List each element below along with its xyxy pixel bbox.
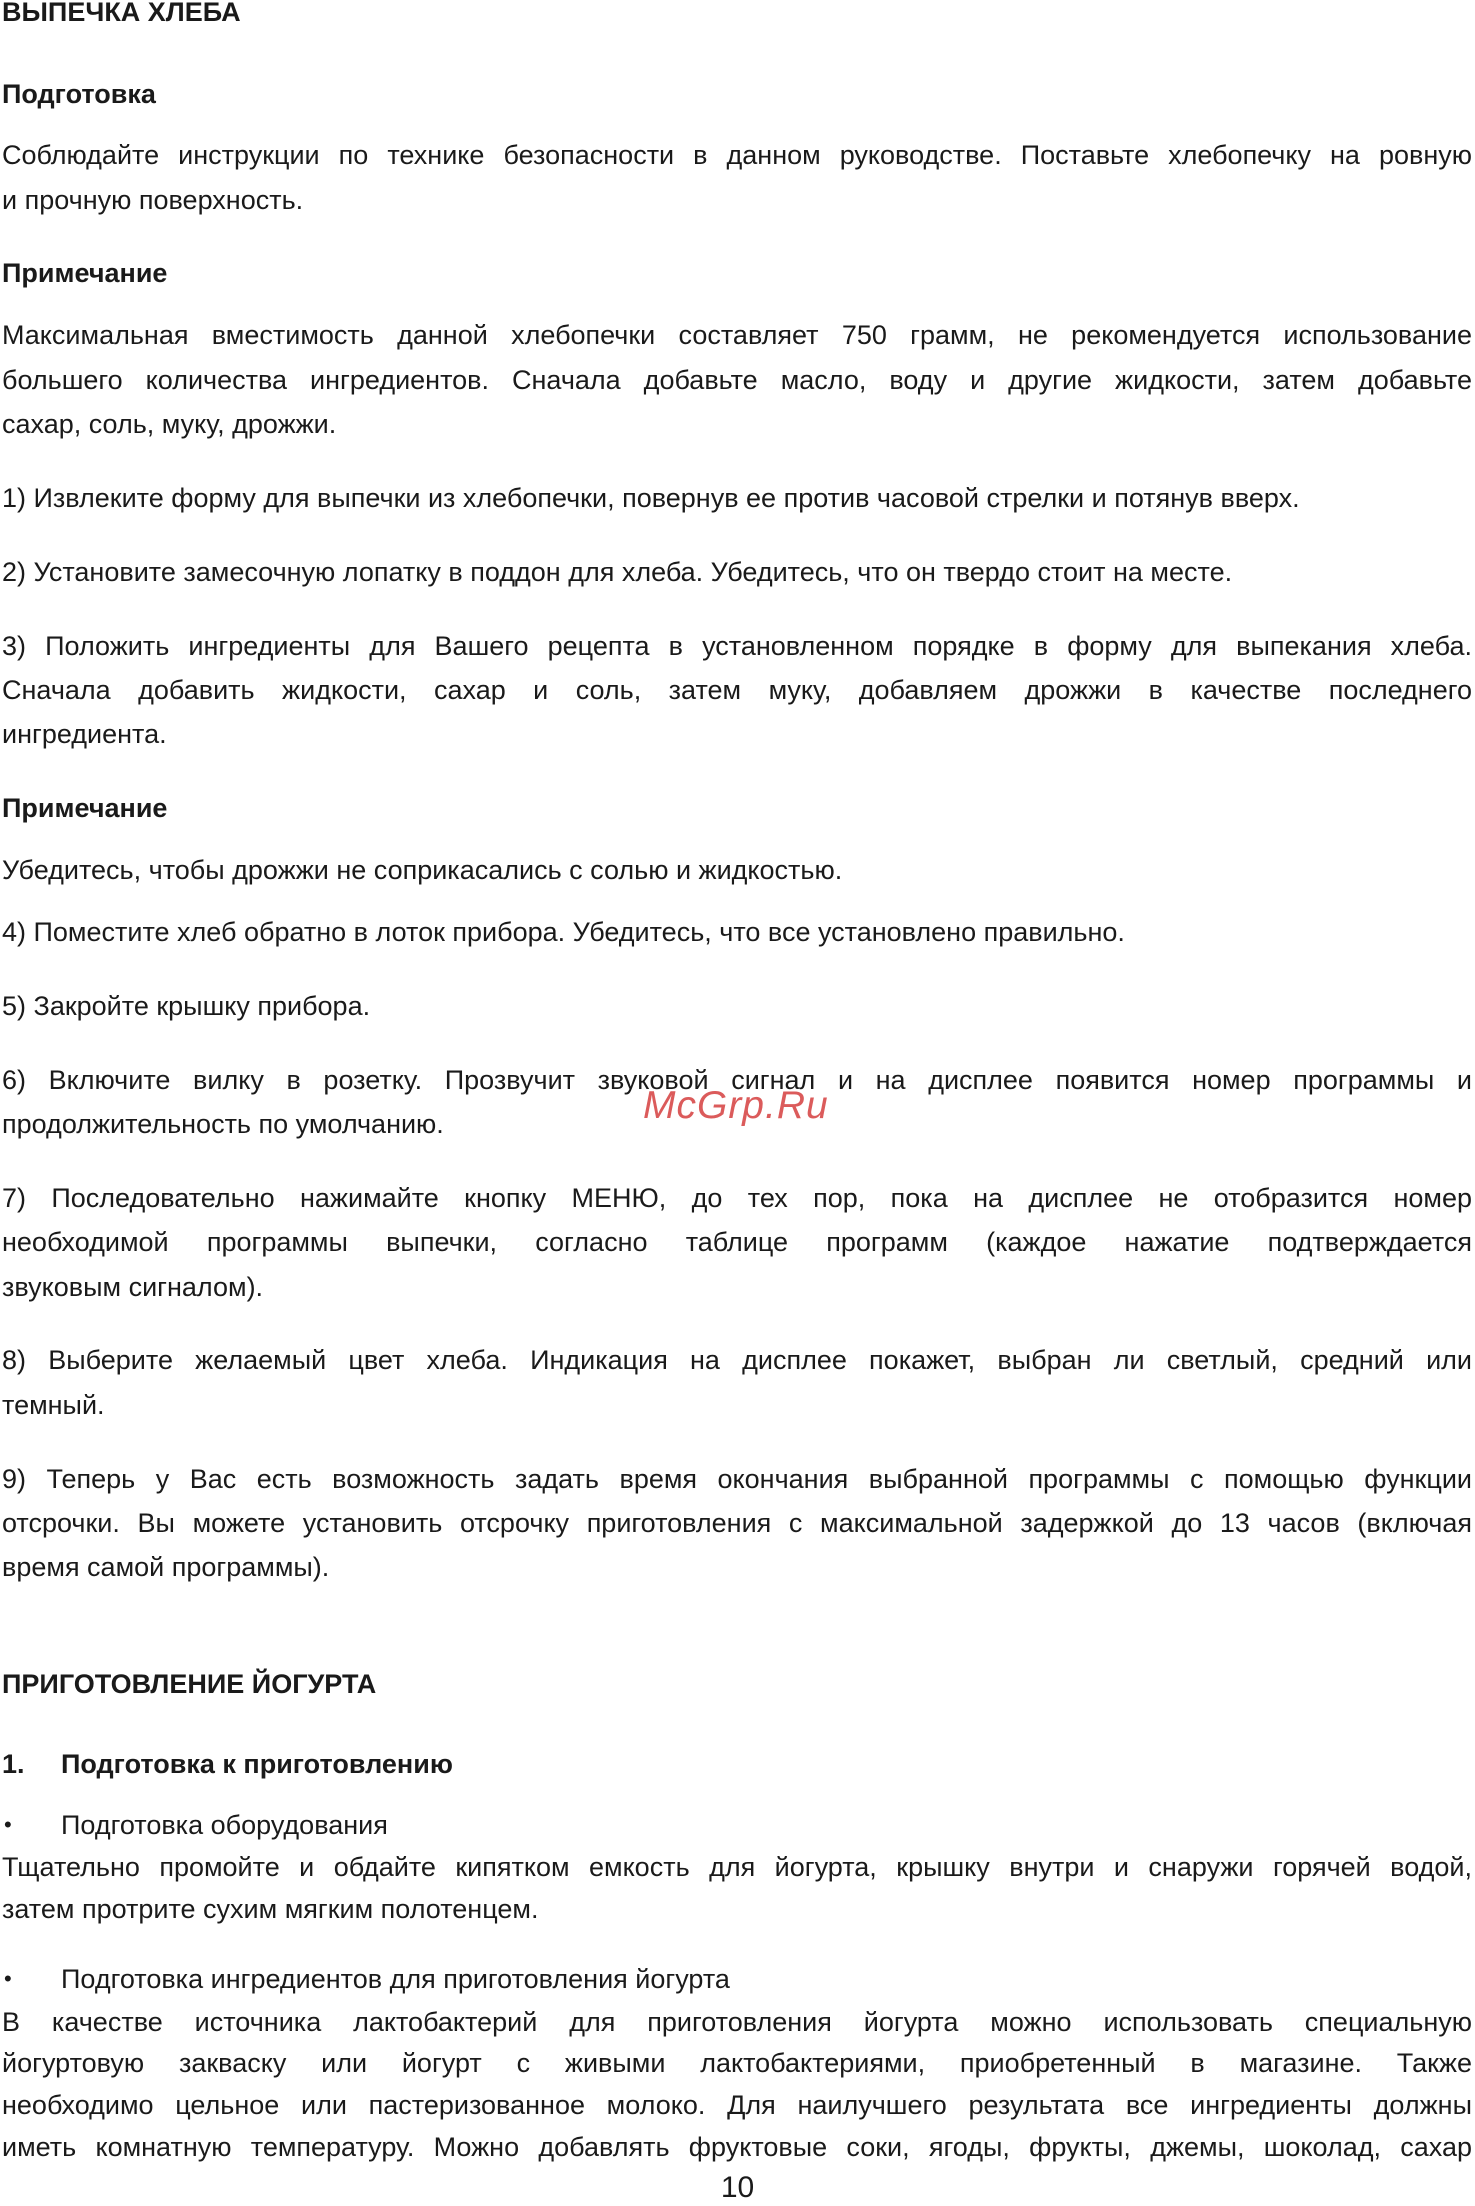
note1-line-3: сахар, соль, муку, дрожжи. [2,409,337,439]
note-heading-1: Примечание [2,258,168,288]
note2-text: Убедитесь, чтобы дрожжи не соприкасались с солью и жидкостью. [2,855,843,885]
step-6-line-2: продолжительность по умолчанию. [2,1109,444,1139]
step-6-line-1: 6) Включите вилку в розетку. Прозвучит звуковой сигнал и на дисплее появится номер программы и [2,1065,1472,1095]
step-1: 1) Извлеките форму для выпечки из хлебопечки, повернув ее против часовой стрелки и потянув вверх. [2,483,1300,513]
step-4: 4) Поместите хлеб обратно в лоток прибора. Убедитесь, что все установлено правильно. [2,917,1125,947]
bullet1-text-line-1: Тщательно промойте и обдайте кипятком емкость для йогурта, крышку внутри и снаружи горячей водой, [2,1852,1472,1882]
bullet2-text-line-3: необходимо цельное или пастеризованное молоко. Для наилучшего результата все ингредиенты должны [2,2090,1472,2120]
yogurt-subheading-number: 1. [2,1749,25,1779]
step-7-line-1: 7) Последовательно нажимайте кнопку МЕНЮ, до тех пор, пока на дисплее не отобразится номер [2,1183,1472,1213]
page-number: 10 [720,2171,755,2204]
watermark: McGrp.Ru [643,1084,829,1127]
prep-heading: Подготовка [2,79,156,109]
bullet1-text-line-2: затем протрите сухим мягким полотенцем. [2,1894,539,1924]
step-9-line-2: отсрочки. Вы можете установить отсрочку приготовления с максимальной задержкой до 13 часов (включая [2,1508,1472,1538]
step-9-line-1: 9) Теперь у Вас есть возможность задать время окончания выбранной программы с помощью функции [2,1464,1472,1494]
note1-line-1: Максимальная вместимость данной хлебопечки составляет 750 грамм, не рекомендуется использование [2,320,1472,350]
prep-paragraph-line-1: Соблюдайте инструкции по технике безопасности в данном руководстве. Поставьте хлебопечку на ровную [2,140,1472,170]
step-8-line-2: темный. [2,1390,105,1420]
bullet-icon: • [4,1812,12,1837]
bullet-item-1: Подготовка оборудования [61,1810,388,1840]
yogurt-subheading: Подготовка к приготовлению [61,1749,453,1779]
step-5: 5) Закройте крышку прибора. [2,991,371,1021]
prep-paragraph-line-2: и прочную поверхность. [2,185,304,215]
section-title-bread: ВЫПЕЧКА ХЛЕБА [2,0,241,27]
step-2: 2) Установите замесочную лопатку в поддон для хлеба. Убедитесь, что он твердо стоит на месте. [2,557,1233,587]
bullet-icon: • [4,1966,12,1991]
bullet2-text-line-2: йогуртовую закваску или йогурт с живыми лактобактериями, приобретенный в магазине. Также [2,2048,1472,2078]
step-3-line-1: 3) Положить ингредиенты для Вашего рецепта в установленном порядке в форму для выпекания хлеба. [2,631,1472,661]
bullet2-text-line-1: В качестве источника лактобактерий для приготовления йогурта можно использовать специальную [2,2007,1472,2037]
step-7-line-3: звуковым сигналом). [2,1272,264,1302]
section-title-yogurt: ПРИГОТОВЛЕНИЕ ЙОГУРТА [2,1669,377,1699]
step-9-line-3: время самой программы). [2,1552,330,1582]
step-8-line-1: 8) Выберите желаемый цвет хлеба. Индикация на дисплее покажет, выбран ли светлый, средний или [2,1345,1472,1375]
step-3-line-3: ингредиента. [2,719,167,749]
step-7-line-2: необходимой программы выпечки, согласно таблице программ (каждое нажатие подтверждается [2,1227,1472,1257]
step-3-line-2: Сначала добавить жидкости, сахар и соль, затем муку, добавляем дрожжи в качестве последнего [2,675,1472,705]
note1-line-2: большего количества ингредиентов. Сначала добавьте масло, воду и другие жидкости, затем добавьте [2,365,1472,395]
note-heading-2: Примечание [2,793,168,823]
bullet-item-2: Подготовка ингредиентов для приготовления йогурта [61,1964,730,1994]
bullet2-text-line-4: иметь комнатную температуру. Можно добавлять фруктовые соки, ягоды, фрукты, джемы, шоколад, сахар [2,2132,1472,2162]
